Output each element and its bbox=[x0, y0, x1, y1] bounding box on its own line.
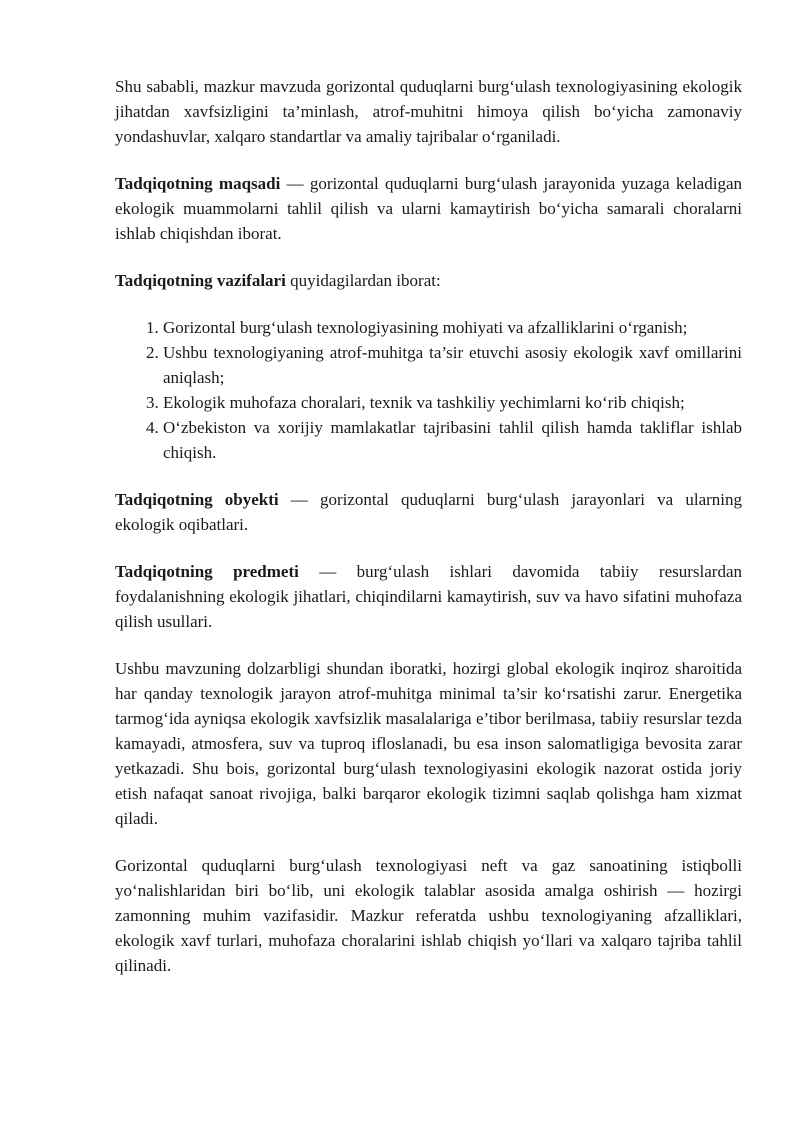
relevance-paragraph: Ushbu mavzuning dolzarbligi shundan iboratki, hozirgi global ekologik inqiroz sharoitida har qanday texnologik jarayon atrof-muhitga minimal ta’sir ko‘rsatishi zarur. Energetika tarmog‘ida ayniqsa ekologik xavfsizlik masalalariga e’tibor berilmasa, tabiiy resurslar tezda kamayadi, atmosfera, suv va tuproq ifloslanadi, bu esa inson salomatligiga bevosita zarar yetkazadi. Shu bois, gorizontal burg‘ulash texnologiyasini ekologik nazorat ostida joriy etish nafaqat sanoat rivojiga, balki barqaror ekologik tizimni saqlab qolishga ham xizmat qiladi. bbox=[115, 659, 742, 828]
list-item: 3. Ekologik muhofaza choralari, texnik va tashkiliy yechimlarni ko‘rib chiqish; bbox=[163, 390, 742, 415]
subject-text: — burg‘ulash ishlari davomida tabiiy resurslardan foydalanishning ekologik jihatlari, chiqindilarni kamaytirish, suv va havo sifatini muhofaza qilish usullari. bbox=[115, 562, 743, 631]
tasks-list bbox=[115, 315, 742, 465]
object-label: Tadqiqotning obyekti bbox=[115, 490, 279, 509]
goal-text: — gorizontal quduqlarni burg‘ulash jarayonida yuzaga keladigan ekologik muammolarni tahlil qilish va ularni kamaytirish bo‘yicha samarali choralarni ishlab chiqishdan iborat. bbox=[115, 174, 743, 243]
list-item: 4. O‘zbekiston va xorijiy mamlakatlar tajribasini tahlil qilish hamda takliflar ishlab chiqish. bbox=[163, 415, 742, 465]
list-item: 1. Gorizontal burg‘ulash texnologiyasining mohiyati va afzalliklarini o‘rganish; bbox=[163, 315, 742, 340]
object-text: — gorizontal quduqlarni burg‘ulash jarayonlari va ularning ekologik oqibatlari. bbox=[115, 490, 742, 534]
subject-paragraph bbox=[115, 559, 742, 634]
object-paragraph bbox=[115, 487, 742, 537]
goal-label: Tadqiqotning maqsadi bbox=[115, 174, 281, 193]
goal-paragraph bbox=[115, 171, 742, 246]
conclusion-paragraph: Gorizontal quduqlarni burg‘ulash texnologiyasi neft va gaz sanoatining istiqbolli yo‘nalishlaridan biri bo‘lib, uni ekologik talablar asosida amalga oshirish — hozirgi zamonning muhim vazifasidir. Mazkur referatda ushbu texnologiyaning afzalliklari, ekologik xavf turlari, muhofaza choralarini ishlab chiqish yo‘llari va xalqaro tajriba tahlil qilinadi. bbox=[115, 856, 742, 975]
tasks-paragraph bbox=[115, 268, 742, 293]
tasks-text: quyidagilardan iborat: bbox=[285, 271, 441, 290]
intro-paragraph: Shu sababli, mazkur mavzuda gorizontal quduqlarni burg‘ulash texnologiyasining ekologik jihatdan xavfsizligini ta’minlash, atrof-muhitni himoya qilish bo‘yicha zamonaviy yondashuvlar, xalqaro standartlar va amaliy tajribalar o‘rganiladi. bbox=[115, 77, 742, 146]
list-item: 2. Ushbu texnologiyaning atrof-muhitga ta’sir etuvchi asosiy ekologik xavf omillarini aniqlash; bbox=[163, 340, 742, 390]
tasks-label: Tadqiqotning vazifalari bbox=[115, 271, 286, 290]
subject-label: Tadqiqotning predmeti bbox=[115, 562, 299, 581]
